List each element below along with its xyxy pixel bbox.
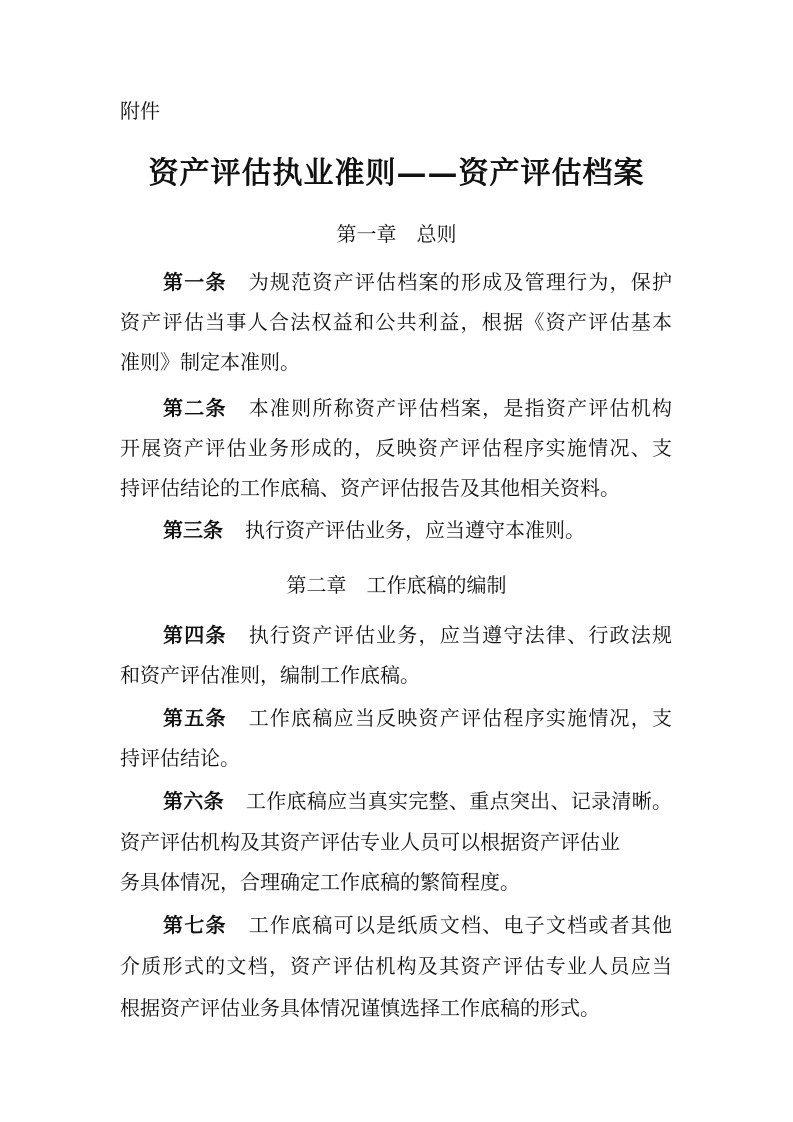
article-line: 开展资产评估业务形成的，反映资产评估程序实施情况、支: [120, 436, 672, 460]
article-line: 务具体情况，合理确定工作底稿的繁简程度。: [120, 870, 520, 894]
article-line: 和资产评估准则，编制工作底稿。: [120, 663, 420, 687]
article-label: 第七条: [163, 913, 227, 937]
article-line: 介质形式的文档，资产评估机构及其资产评估专业人员应当: [120, 954, 672, 978]
article-line: 资产评估当事人合法权益和公共利益，根据《资产评估基本: [120, 310, 672, 334]
chapter-heading: 第二章 工作底稿的编制: [286, 573, 507, 597]
article-text: 工作底稿可以是纸质文档、电子文档或者其他: [248, 913, 673, 937]
article-text: 本准则所称资产评估档案，是指资产评估机构: [248, 396, 673, 420]
article-label: 第六条: [163, 789, 224, 813]
article-label: 第五条: [163, 706, 227, 730]
article-label: 第二条: [163, 396, 227, 420]
article-first-line: [120, 517, 672, 543]
article-text: 工作底稿应当真实完整、重点突出、记录清晰。: [245, 789, 673, 813]
article-line: 资产评估机构及其资产评估专业人员可以根据资产评估业: [120, 830, 620, 854]
article-text: 执行资产评估业务，应当遵守本准则。: [245, 518, 585, 542]
article-line: 准则》制定本准则。: [120, 350, 300, 374]
article-label: 第一条: [163, 270, 227, 294]
article-first-line: [120, 269, 672, 295]
article-text: 为规范资产评估档案的形成及管理行为，保护: [248, 270, 673, 294]
article-line: 根据资产评估业务具体情况谨慎选择工作底稿的形式。: [120, 996, 600, 1020]
document-title: 资产评估执业准则——资产评估档案: [148, 156, 645, 191]
article-label: 第三条: [163, 518, 223, 542]
article-first-line: [120, 912, 672, 938]
article-first-line: [120, 705, 672, 731]
article-line: 持评估结论。: [120, 746, 240, 770]
article-line: 持评估结论的工作底稿、资产评估报告及其他相关资料。: [120, 476, 620, 500]
article-label: 第四条: [163, 623, 227, 647]
attachment-label: 附件: [120, 99, 160, 123]
article-first-line: [120, 788, 672, 814]
article-first-line: [120, 622, 672, 648]
article-text: 执行资产评估业务，应当遵守法律、行政法规: [248, 623, 673, 647]
chapter-heading: 第一章 总则: [336, 222, 457, 246]
article-text: 工作底稿应当反映资产评估程序实施情况，支: [248, 706, 673, 730]
article-first-line: [120, 395, 672, 421]
